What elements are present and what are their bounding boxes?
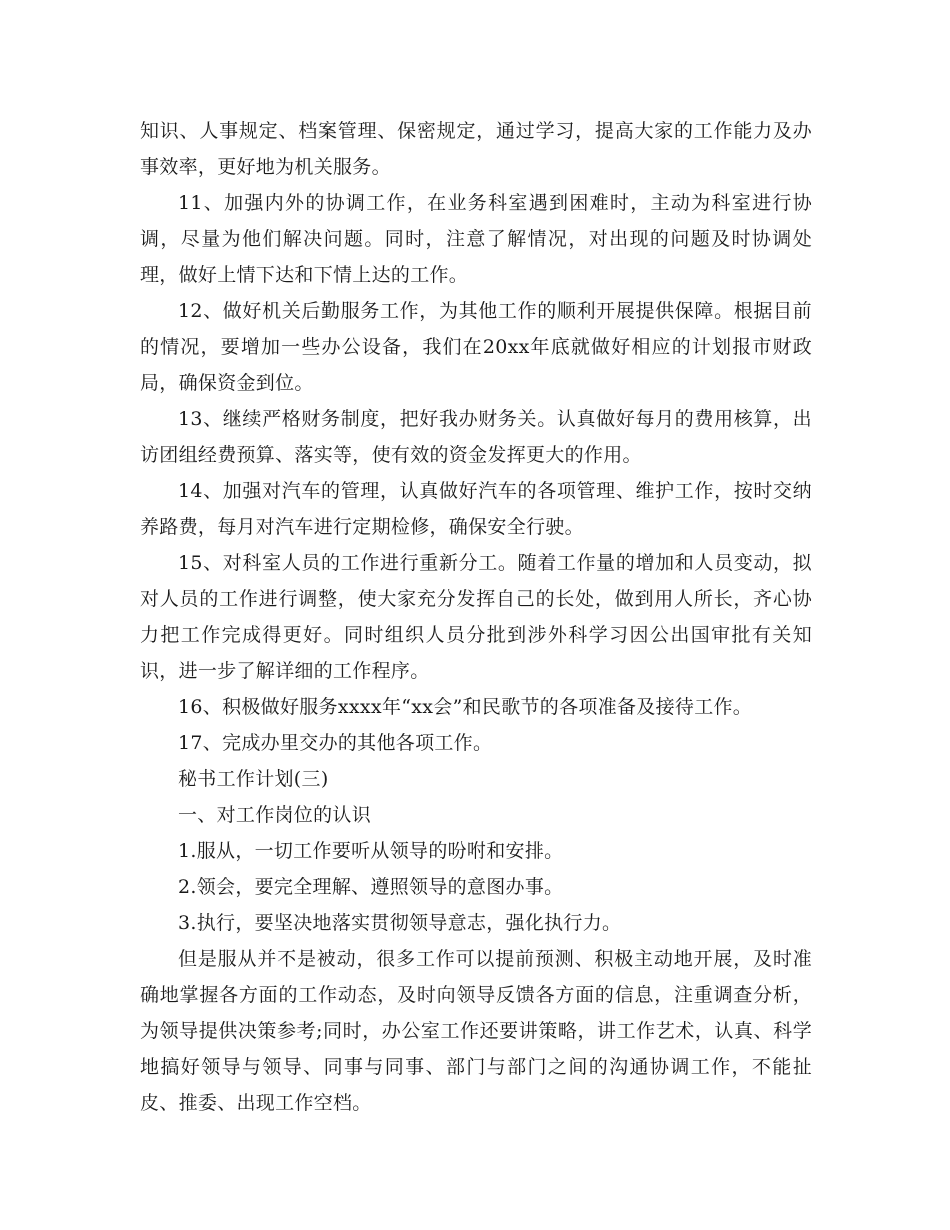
- list-item-execute: 3.执行，要坚决地落实贯彻领导意志，强化执行力。: [178, 912, 622, 934]
- paragraph-intro: 知识、人事规定、档案管理、保密规定，通过学习，提高大家的工作能力及办事效率，更好地为机关服务。: [140, 120, 812, 178]
- list-item-comprehend: 2.领会，要完全理解、遵照领导的意图办事。: [178, 876, 564, 898]
- paragraph-item-15: 15、对科室人员的工作进行重新分工。随着工作量的增加和人员变动，拟对人员的工作进行调整，使大家充分发挥自己的长处，做到用人所长，齐心协力把工作完成得更好。同时组织人员分批到涉外科学习因公出国审批有关知识，进一步了解详细的工作程序。: [140, 552, 812, 682]
- paragraph-item-17: 17、完成办里交办的其他各项工作。: [178, 732, 493, 754]
- section-heading-plan-3: 秘书工作计划(三): [178, 768, 329, 790]
- paragraph-item-11: 11、加强内外的协调工作，在业务科室遇到困难时，主动为科室进行协调，尽量为他们解决问题。同时，注意了解情况，对出现的问题及时协调处理，做好上情下达和下情上达的工作。: [140, 192, 812, 286]
- paragraph-item-14: 14、加强对汽车的管理，认真做好汽车的各项管理、维护工作，按时交纳养路费，每月对汽车进行定期检修，确保安全行驶。: [140, 480, 812, 538]
- list-item-obey: 1.服从，一切工作要听从领导的吩咐和安排。: [178, 840, 564, 862]
- subheading-position-awareness: 一、对工作岗位的认识: [178, 804, 372, 826]
- paragraph-item-13: 13、继续严格财务制度，把好我办财务关。认真做好每月的费用核算，出访团组经费预算、落实等，使有效的资金发挥更大的作用。: [140, 408, 812, 466]
- paragraph-conclusion: 但是服从并不是被动，很多工作可以提前预测、积极主动地开展，及时准确地掌握各方面的工作动态，及时向领导反馈各方面的信息，注重调查分析，为领导提供决策参考;同时，办公室工作还要讲策略，讲工作艺术，认真、科学地搞好领导与领导、同事与同事、部门与部门之间的沟通协调工作，不能扯皮、推委、出现工作空档。: [140, 948, 812, 1114]
- paragraph-item-12: 12、做好机关后勤服务工作，为其他工作的顺利开展提供保障。根据目前的情况，要增加一些办公设备，我们在20xx年底就做好相应的计划报市财政局，确保资金到位。: [140, 300, 812, 394]
- document-body: [140, 113, 812, 1121]
- paragraph-item-16: 16、积极做好服务xxxx年“xx会”和民歌节的各项准备及接待工作。: [178, 696, 753, 718]
